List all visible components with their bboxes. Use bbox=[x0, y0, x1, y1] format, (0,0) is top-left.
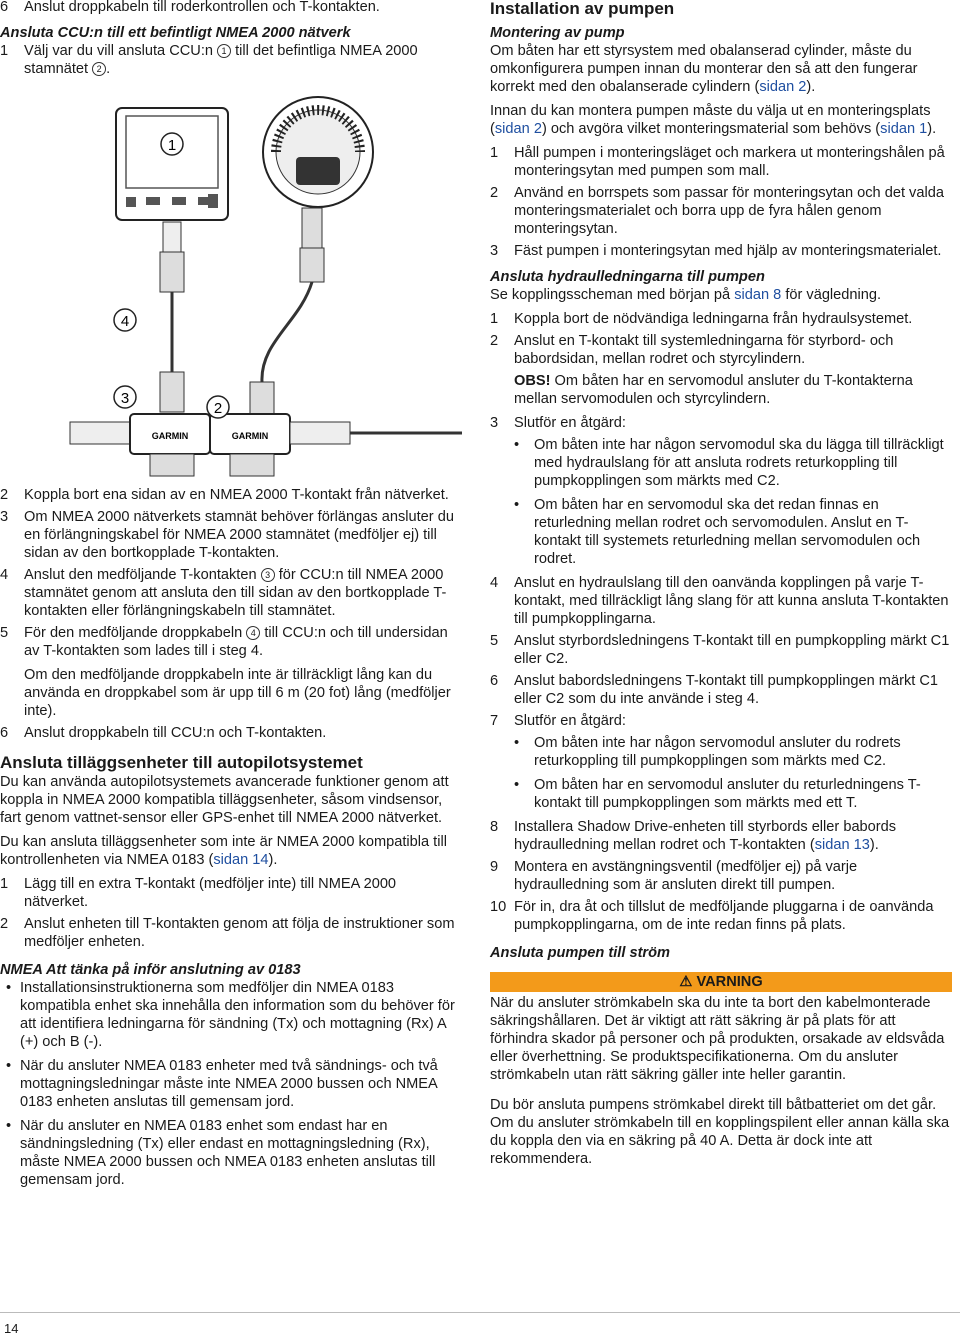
page-link[interactable]: sidan 2 bbox=[759, 79, 807, 95]
step-number: 4 bbox=[0, 567, 9, 583]
brand-label: GARMIN bbox=[231, 431, 269, 441]
step-3 bbox=[0, 508, 462, 562]
bullet-item bbox=[490, 776, 952, 812]
callout-4: 4 bbox=[120, 313, 130, 330]
step-number: 3 bbox=[490, 243, 499, 259]
step-6-top bbox=[0, 0, 462, 16]
heading-addons: Ansluta tilläggsenheter till autopilotsystemet bbox=[0, 753, 363, 772]
step-text: Anslut babordsledningens T-kontakt till pumpkopplingen märkt C1 eller C2 som du inte använde i steg 4. bbox=[514, 673, 939, 707]
step-number: 10 bbox=[490, 899, 507, 915]
heading-mount: Montering av pump bbox=[490, 25, 625, 41]
para-text: Om båten har ett styrsystem med obalanserad cylinder, måste du omkonfigurera pumpen innan du monterar den så att den fungerar korrekt med den obalanserade cylindern ( bbox=[490, 43, 918, 95]
step-number: 1 bbox=[490, 145, 499, 161]
para-text: Du kan ansluta tilläggsenheter som inte är NMEA 2000 kompatibla till kontrollenheten via NMEA 0183 ( bbox=[0, 834, 447, 868]
page-link[interactable]: sidan 14 bbox=[213, 852, 269, 868]
bullet-dot: • bbox=[6, 980, 12, 996]
step-text: Montera en avstängningsventil (medföljer ej) på varje hydraulledning som är ansluten direkt till pumpen. bbox=[514, 859, 858, 893]
step-1 bbox=[0, 42, 462, 78]
step-number: 2 bbox=[0, 916, 9, 932]
step-number: 1 bbox=[0, 43, 9, 59]
callout-2: 2 bbox=[213, 400, 223, 417]
bullet-item bbox=[0, 979, 462, 1051]
step-text: ). bbox=[869, 837, 879, 853]
hyd-step-8 bbox=[490, 818, 952, 854]
bullet-dot: • bbox=[6, 1118, 12, 1134]
callout-1: 1 bbox=[167, 137, 177, 154]
step-text: för CCU:n till NMEA 2000 stamnätet genom att ansluta den till sidan av den bortkopplade T-kontakten eller förlängningskabeln till stamnätet. bbox=[24, 567, 447, 619]
step-text: Anslut droppkabeln till roderkontrollen och T-kontakten. bbox=[24, 0, 380, 15]
callout-badge: 2 bbox=[92, 62, 106, 76]
step-5 bbox=[0, 624, 462, 660]
step-number: 6 bbox=[0, 725, 9, 741]
bullet-text: Om båten inte har någon servomodul ansluter du rodrets returkoppling till pumpkopplingen som märkts med C2. bbox=[534, 735, 901, 769]
page-link[interactable]: sidan 8 bbox=[734, 287, 782, 303]
step-text: Använd en borrspets som passar för monteringsytan och det valda monteringsmaterialet och borra upp de fyra hålen genom monteringsytan. bbox=[514, 185, 944, 237]
page-link[interactable]: sidan 2 bbox=[494, 121, 542, 137]
step-text: Anslut en T-kontakt till systemledningarna för styrbord- och babordsidan, mellan rodret och styrcylindern. bbox=[514, 333, 894, 367]
heading-ccu: Ansluta CCU:n till ett befintligt NMEA 2000 nätverk bbox=[0, 25, 351, 41]
warning-text: När du ansluter strömkabeln ska du inte ta bort den kabelmonterade säkringshållaren. Det är viktigt att rätt säkring är på plats för att förhindra skador på personer och på produkten, orsakade av eldsvåda eller överhettning. Se produktspecifikationerna. Om du ansluter strömkabeln utan rätt säkring gäller inte heller garantin. bbox=[490, 995, 945, 1083]
step-text: Anslut droppkabeln till CCU:n och T-kontakten. bbox=[24, 725, 327, 741]
bullet-text: Om båten inte har någon servomodul ska du lägga till tillräckligt med hydraulslang för att ansluta rodrets returkoppling till pumpkopplingen som märkts med C2. bbox=[534, 437, 944, 489]
para-addons-1: Du kan använda autopilotsystemets avancerade funktioner genom att koppla in NMEA 2000 kompatibla tilläggsenheter, såsom vindsensor, fart genom vattnet-sensor eller GPS-enhet till NMEA 2000 nätverket. bbox=[0, 774, 449, 826]
step-number: 2 bbox=[490, 185, 499, 201]
bullet-text: När du ansluter en NMEA 0183 enhet som endast har en sändningsledning (Tx) eller endast en mottagningsledning (Rx), måste NMEA 2000 bussen och NMEA 0183 enheten anslutas till gemensam jord. bbox=[20, 1118, 436, 1188]
para-text: Innan du kan montera pumpen måste du välja ut en monteringsplats ( bbox=[490, 103, 931, 137]
step-text: Anslut den medföljande T-kontakten bbox=[24, 567, 257, 583]
step-number: 6 bbox=[0, 0, 9, 15]
step-text: Installera Shadow Drive-enheten till styrbords eller babords hydraulledning mellan rodret och T-kontakten ( bbox=[514, 819, 897, 853]
add-step-2 bbox=[0, 915, 462, 951]
page-link[interactable]: sidan 13 bbox=[814, 837, 870, 853]
right-column bbox=[490, 0, 952, 1168]
hyd-step-2 bbox=[490, 332, 952, 368]
bullet-text: Om båten har en servomodul ansluter du returledningens T-kontakt till pumpkopplingen som märkts med ett T. bbox=[534, 777, 921, 811]
step-4 bbox=[0, 566, 462, 620]
callout-badge: 1 bbox=[217, 44, 231, 58]
bullet-dot: • bbox=[514, 437, 520, 453]
hyd-step-4 bbox=[490, 574, 952, 628]
para-mount-1 bbox=[490, 42, 952, 96]
page-number: 14 bbox=[4, 1321, 19, 1336]
step-text: Anslut enheten till T-kontakten genom att följa de instruktioner som medföljer enheten. bbox=[24, 916, 455, 950]
hyd-step-6 bbox=[490, 672, 952, 708]
step-text: Fäst pumpen i monteringsytan med hjälp av monteringsmaterialet. bbox=[514, 243, 942, 259]
warning-icon: ⚠ bbox=[679, 974, 693, 990]
callout-3: 3 bbox=[120, 390, 130, 407]
step-number: 5 bbox=[0, 625, 9, 641]
bullet-dot: • bbox=[514, 735, 520, 751]
bullet-item bbox=[490, 496, 952, 568]
mount-step-1 bbox=[490, 144, 952, 180]
left-column bbox=[0, 0, 462, 1189]
step-text: Anslut en hydraulslang till den oanvända kopplingen på varje T-kontakt, med tillräckligt lång slang för att kunna ansluta T-kontakten till pumpkopplingarna. bbox=[514, 575, 949, 627]
para-text: ). bbox=[927, 121, 937, 137]
step-text: För den medföljande droppkabeln bbox=[24, 625, 243, 641]
step-text: Välj var du vill ansluta CCU:n bbox=[24, 43, 213, 59]
step-text: Håll pumpen i monteringsläget och markera ut monteringshålen på monteringsytan med pumpen som mall. bbox=[514, 145, 945, 179]
hyd-step-5 bbox=[490, 632, 952, 668]
bullet-item bbox=[490, 436, 952, 490]
obs-label: OBS! bbox=[514, 373, 551, 389]
heading-install: Installation av pumpen bbox=[490, 0, 675, 18]
hyd-step-3 bbox=[490, 414, 952, 432]
step-text: till det befintliga NMEA 2000 stamnätet bbox=[24, 43, 418, 77]
page-link[interactable]: sidan 1 bbox=[880, 121, 928, 137]
step-text: till CCU:n och till undersidan av T-kontakten som lades till i steg 4. bbox=[24, 625, 448, 659]
bullet-item bbox=[0, 1057, 462, 1111]
hyd-step-10 bbox=[490, 898, 952, 934]
add-step-1 bbox=[0, 875, 462, 911]
step-number: 2 bbox=[0, 487, 9, 503]
para-text: ). bbox=[268, 852, 278, 868]
warning-label: VARNING bbox=[696, 974, 763, 990]
warning-banner bbox=[490, 972, 952, 992]
para-text: ). bbox=[806, 79, 816, 95]
para-text: för vägledning. bbox=[781, 287, 882, 303]
bullet-dot: • bbox=[6, 1058, 12, 1074]
hyd-step-1 bbox=[490, 310, 952, 328]
para-text: ) och avgöra vilket monteringsmaterial som behövs ( bbox=[541, 121, 881, 137]
bullet-dot: • bbox=[514, 777, 520, 793]
para-hydraulic bbox=[490, 286, 952, 304]
hyd-step-7 bbox=[490, 712, 952, 730]
brand-label: GARMIN bbox=[151, 431, 189, 441]
step-text: Slutför en åtgärd: bbox=[514, 415, 626, 431]
bullet-text: Om båten har en servomodul ska det redan finnas en returledning mellan rodret och servomodulen. Anslut en T-kontakt till systemets returledning mellan servomodulen och rodret. bbox=[534, 497, 921, 567]
ccu-connection-figure bbox=[0, 82, 462, 482]
bullet-item bbox=[0, 1117, 462, 1189]
hyd-step-9 bbox=[490, 858, 952, 894]
step-number: 1 bbox=[490, 311, 499, 327]
step-text: Anslut styrbordsledningens T-kontakt till en pumpkoppling märkt C1 eller C2. bbox=[514, 633, 950, 667]
step-6 bbox=[0, 724, 462, 742]
step-text: . bbox=[106, 61, 111, 77]
heading-hydraulic: Ansluta hydraulledningarna till pumpen bbox=[490, 269, 765, 285]
step-number: 8 bbox=[490, 819, 499, 835]
step-number: 6 bbox=[490, 673, 499, 689]
step-number: 1 bbox=[0, 876, 9, 892]
para-addons-2 bbox=[0, 833, 462, 869]
bullet-dot: • bbox=[514, 497, 520, 513]
step-number: 3 bbox=[490, 415, 499, 431]
bullet-text: När du ansluter NMEA 0183 enheter med två sändnings- och två mottagningsledningar måste inte NMEA 2000 bussen och NMEA 0183 enheten anslutas till gemensam jord. bbox=[20, 1058, 438, 1110]
callout-badge: 4 bbox=[246, 626, 260, 640]
step-number: 4 bbox=[490, 575, 499, 591]
bullet-text: Installationsinstruktionerna som medföljer din NMEA 0183 kompatibla enhet ska innehålla den information som du behöver för att identifiera ledningarna för sändning (Tx) och mottagning (Rx) A (+) och B (-). bbox=[20, 980, 455, 1050]
step-number: 5 bbox=[490, 633, 499, 649]
step-text: Koppla bort ena sidan av en NMEA 2000 T-kontakt från nätverket. bbox=[24, 487, 449, 503]
step-number: 3 bbox=[0, 509, 9, 525]
step-number: 9 bbox=[490, 859, 499, 875]
step-number: 2 bbox=[490, 333, 499, 349]
step-text: Slutför en åtgärd: bbox=[514, 713, 626, 729]
para-power: Du bör ansluta pumpens strömkabel direkt till båtbatteriet om det går. Om du ansluter strömkabeln till en kopplingspilent eller annan källa ska du koppla den via en säkring på 40 A. Detta är dock inte att rekommendera. bbox=[490, 1097, 950, 1167]
obs-text: Om båten har en servomodul ansluter du T-kontakterna mellan servomodulen och styrcylindern. bbox=[514, 373, 913, 407]
callout-badge: 3 bbox=[261, 568, 275, 582]
bullet-item bbox=[490, 734, 952, 770]
obs-note bbox=[490, 372, 952, 408]
step-2 bbox=[0, 486, 462, 504]
heading-power: Ansluta pumpen till ström bbox=[490, 945, 670, 961]
para-text: Se kopplingsscheman med början på bbox=[490, 287, 735, 303]
footer-rule bbox=[0, 1312, 960, 1313]
mount-step-3 bbox=[490, 242, 952, 260]
step-text: För in, dra åt och tillslut de medföljande pluggarna i de oanvända pumpkopplingarna, om de inte redan finns på plats. bbox=[514, 899, 934, 933]
step-text: Om NMEA 2000 nätverkets stamnät behöver förlängas ansluter du en förlängningskabel för NMEA 2000 stamnätet (medföljer ej) till sidan av den bortkopplade T-kontakten. bbox=[24, 509, 454, 561]
step-text: Lägg till en extra T-kontakt (medföljer inte) till NMEA 2000 nätverket. bbox=[24, 876, 397, 910]
para-mount-2 bbox=[490, 102, 952, 138]
step-number: 7 bbox=[490, 713, 499, 729]
step-5-note: Om den medföljande droppkabeln inte är tillräckligt lång kan du använda en droppkabel som är upp till 6 m (20 fot) lång (medföljer inte). bbox=[24, 667, 451, 719]
mount-step-2 bbox=[490, 184, 952, 238]
step-text: Koppla bort de nödvändiga ledningarna från hydraulsystemet. bbox=[514, 311, 913, 327]
heading-0183: NMEA Att tänka på inför anslutning av 0183 bbox=[0, 962, 301, 978]
